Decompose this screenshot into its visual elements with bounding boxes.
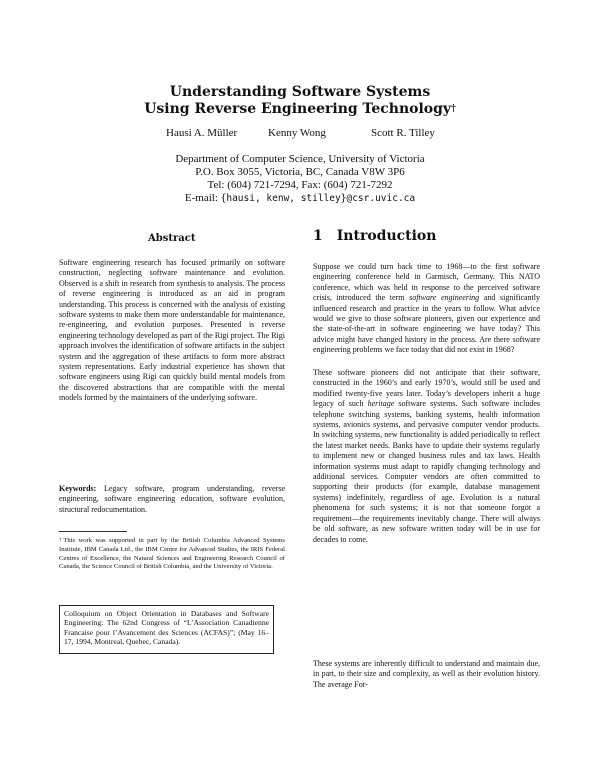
introduction-heading	[313, 228, 436, 244]
abstract-text: Software engineering research has focused primarily on software construction, neglecting software maintenance and evolution. Observed is a shift in research from synthesis to analysis. The process of reverse engineering is introduced as an aid in program understanding. This process is concerned with the analysis of existing software systems to make them more understandable for maintenance, re-engineering, and evolution purposes. Presented is reverse engineering technology developed as part of the Rigi project. The Rigi approach involves the identification of software artifacts in the subject system and the aggregation of these artifacts to form more abstract system representations. Early industrial experience has shown that software engineers using Rigi can quickly build mental models from the discovered abstractions that are compatible with the mental models formed by the maintainers of the underlying software.	[59, 258, 285, 403]
footnote	[59, 537, 285, 572]
author-3: Scott R. Tilley	[371, 127, 435, 139]
email-address: {hausi, kenw, stilley}@csr.uvic.ca	[220, 193, 416, 204]
title-dagger: †	[451, 104, 456, 114]
footnote-text: This work was supported in part by the British Columbia Advanced Systems Institute, IBM Canada Ltd., the IBM Centre for Advanced Studies, the IRIS Federal Centres of Excellence, the Natural Sciences and Engineering Research Council of Canada, the Science Council of British Columbia, and the University of Victoria.	[59, 537, 285, 571]
affiliation-department: Department of Computer Science, University of Victoria	[175, 153, 425, 165]
affiliation-address: P.O. Box 3055, Victoria, BC, Canada V8W 3P6	[195, 166, 405, 178]
keywords-text: Legacy software, program understanding, reverse engineering, software engineering education, software evolution, structural redocumentation.	[59, 484, 285, 514]
footnote-rule	[59, 531, 127, 532]
email-label: E-mail:	[184, 192, 218, 204]
p2-after: software systems. Such software includes telephone switching systems, banking systems, health information systems, avionics systems, and pervasive computer vendor products. In switching systems, new functionality is added periodically to reflect the latest market needs. Banks have to update their systems regularly to implement new or changed business rules and tax laws. Health information systems must adapt to rapidly changing technology and additional services. Computer vendors are often committed to supporting their products (for example, database management systems) indefinitely, regardless of age. Evolution is a natural phenomena for such systems; it is not that someone forgot a requirement—the requirements inevitably change. There will always be old software, as new software written today will be in use for decades to come.	[313, 399, 540, 544]
venue-box: Colloquium on Object Orientation in Databases and Software Engineering: The 62nd Congress of “L’Association Canadienne Francaise pour l’Avancement des Sciences (ACFAS)”; (May 16–17, 1994, Montreal, Quebec, Canada).	[59, 605, 274, 654]
title-line2-text: Using Reverse Engineering Technology	[144, 101, 452, 117]
author-1: Hausi A. Müller	[166, 127, 238, 139]
p2-before: These software pioneers did not anticipate that their software, constructed in the 1960’s and early 1970’s, would still be used and modified twenty-five years later. Today’s developers inherit a huge legacy of such	[313, 368, 540, 409]
keywords-label: Keywords:	[59, 484, 97, 493]
author-2: Kenny Wong	[268, 127, 326, 139]
affiliation-email	[0, 192, 600, 205]
section-title: Introduction	[336, 228, 437, 244]
paper-title-line1	[0, 83, 600, 101]
affiliation-phone: Tel: (604) 721-7294, Fax: (604) 721-7292	[207, 179, 393, 191]
section-number: 1	[313, 228, 323, 244]
abstract-heading: Abstract	[148, 233, 196, 244]
title-line1-text: Understanding Software Systems	[169, 84, 431, 100]
p2-italic: heritage	[367, 399, 395, 409]
intro-paragraph-3: These systems are inherently difficult to understand and maintain due, in part, to their size and complexity, as well as their evolution history. The average For-	[313, 659, 540, 689]
p1-italic: software engineering	[409, 293, 480, 303]
intro-paragraph-1	[313, 262, 540, 356]
paper-title-line2	[0, 100, 600, 118]
p1-after: and significantly influenced research and practice in the years to follow. What advice would we give to those software pioneers, given our experience and the state-of-the-art in software engineering we have today? This advice might have changed history in the process. Are there software engineering problems we face today that did not exist in 1968?	[313, 293, 540, 355]
p1-before: Suppose we could turn back time to 1968—to the first software engineering conference held in Garmisch, Germany. This NATO conference, which was held in response to the perceived software crisis, introduced the term	[313, 262, 540, 303]
keywords-block	[59, 484, 285, 515]
intro-paragraph-2	[313, 368, 540, 545]
footnote-mark: †	[59, 538, 64, 543]
